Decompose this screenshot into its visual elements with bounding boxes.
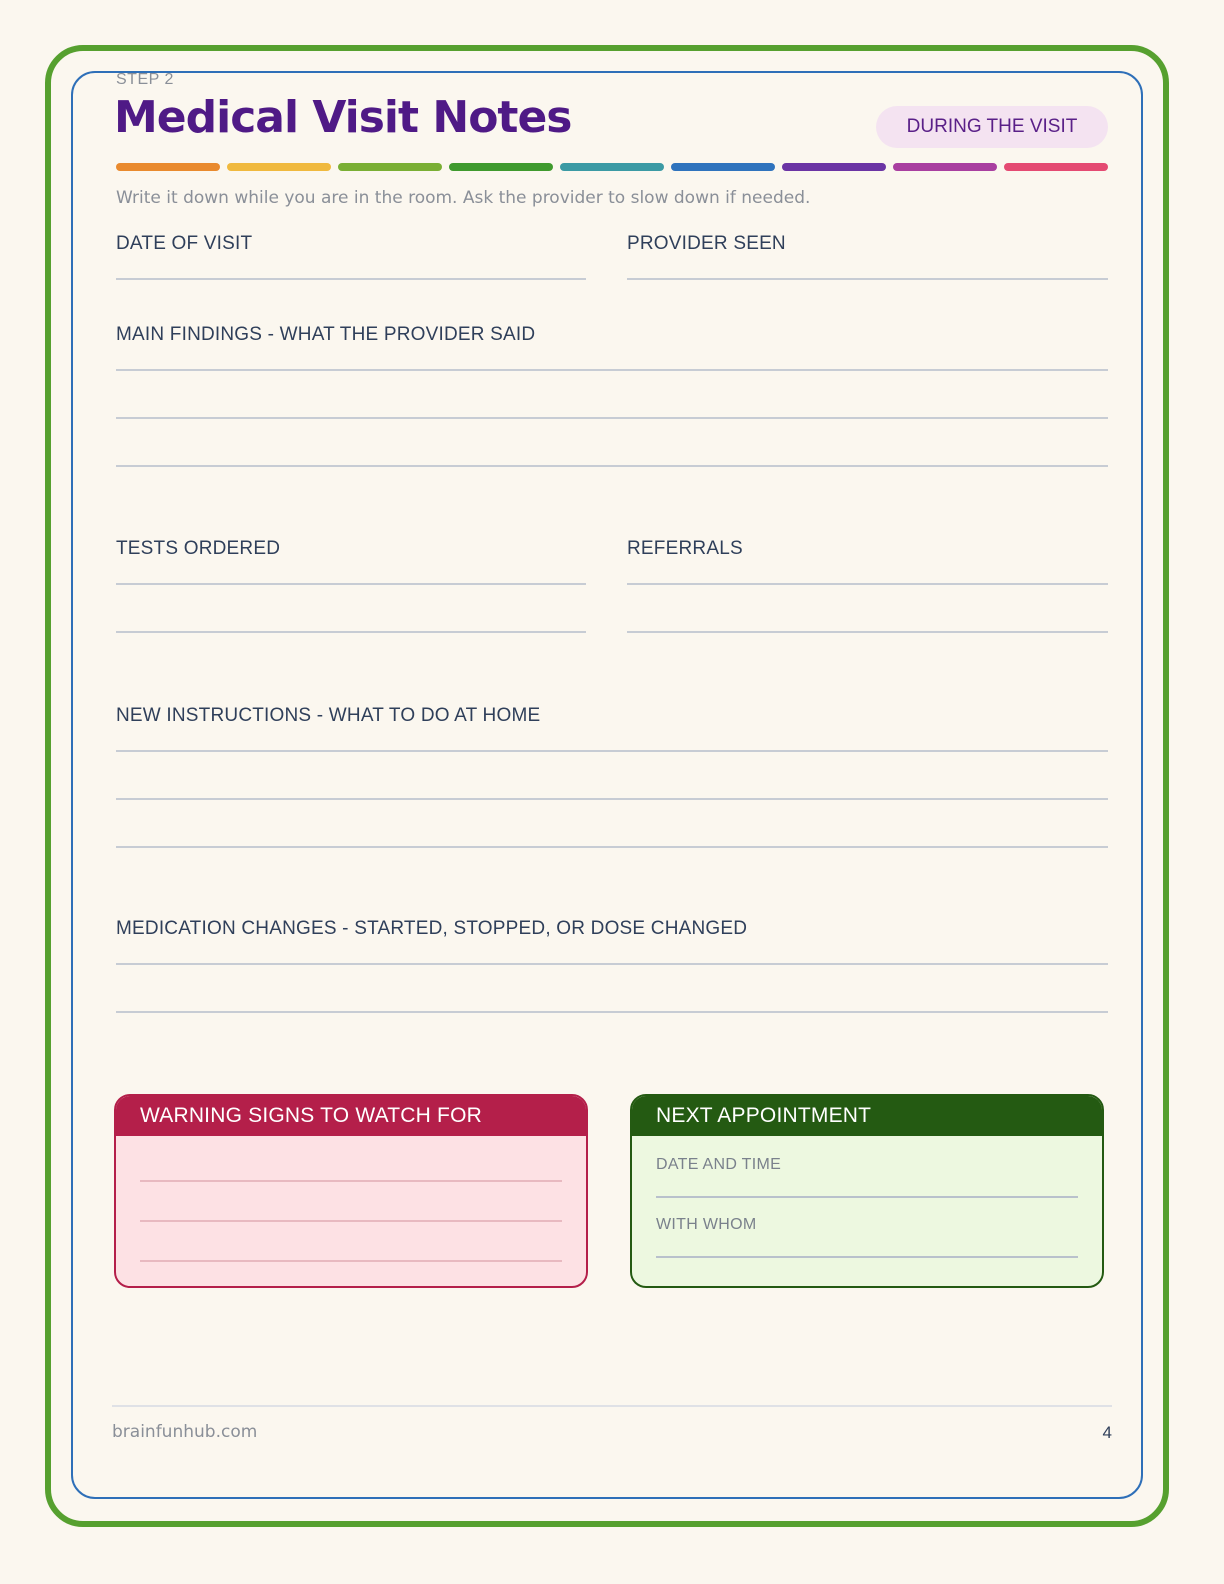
warning-signs-line[interactable] (140, 1220, 562, 1222)
tests-ordered-line[interactable] (116, 631, 586, 633)
page-number: 4 (1102, 1423, 1112, 1442)
footer-site: brainfunhub.com (112, 1422, 258, 1442)
provider-seen-line[interactable] (627, 278, 1108, 280)
rainbow-segment (449, 163, 553, 171)
during-visit-badge: DURING THE VISIT (876, 106, 1108, 148)
new-instructions-line[interactable] (116, 846, 1108, 848)
main-findings-line[interactable] (116, 417, 1108, 419)
rainbow-segment (227, 163, 331, 171)
medication-changes-label: MEDICATION CHANGES - STARTED, STOPPED, OR DOSE CHANGED (116, 918, 748, 939)
medication-changes-line[interactable] (116, 963, 1108, 965)
rainbow-segment (560, 163, 664, 171)
next-appointment-title: NEXT APPOINTMENT (632, 1096, 1102, 1136)
main-findings-line[interactable] (116, 369, 1108, 371)
step-label: STEP 2 (116, 71, 174, 88)
next-appointment-box (630, 1094, 1104, 1288)
medication-changes-line[interactable] (116, 1011, 1108, 1013)
rainbow-segment (782, 163, 886, 171)
with-whom-line[interactable] (656, 1256, 1078, 1258)
footer-divider (112, 1405, 1112, 1407)
provider-seen-label: PROVIDER SEEN (627, 233, 786, 254)
warning-signs-line[interactable] (140, 1180, 562, 1182)
main-findings-line[interactable] (116, 465, 1108, 467)
date-and-time-line[interactable] (656, 1196, 1078, 1198)
rainbow-segment (893, 163, 997, 171)
warning-signs-title: WARNING SIGNS TO WATCH FOR (116, 1096, 586, 1136)
intro-text: Write it down while you are in the room. Ask the provider to slow down if needed. (116, 188, 811, 208)
tests-ordered-label: TESTS ORDERED (116, 538, 281, 559)
warning-signs-line[interactable] (140, 1260, 562, 1262)
with-whom-label: WITH WHOM (656, 1216, 757, 1233)
tests-ordered-line[interactable] (116, 583, 586, 585)
rainbow-segment (1004, 163, 1108, 171)
new-instructions-line[interactable] (116, 750, 1108, 752)
rainbow-segment (338, 163, 442, 171)
warning-signs-box (114, 1094, 588, 1288)
referrals-line[interactable] (627, 583, 1108, 585)
rainbow-segment (671, 163, 775, 171)
new-instructions-line[interactable] (116, 798, 1108, 800)
rainbow-segment (116, 163, 220, 171)
date-of-visit-line[interactable] (116, 278, 586, 280)
rainbow-divider (116, 163, 1108, 171)
date-of-visit-label: DATE OF VISIT (116, 233, 253, 254)
new-instructions-label: NEW INSTRUCTIONS - WHAT TO DO AT HOME (116, 705, 541, 726)
referrals-line[interactable] (627, 631, 1108, 633)
date-and-time-label: DATE AND TIME (656, 1156, 782, 1173)
page-title: Medical Visit Notes (114, 92, 572, 143)
referrals-label: REFERRALS (627, 538, 743, 559)
main-findings-label: MAIN FINDINGS - WHAT THE PROVIDER SAID (116, 324, 536, 345)
